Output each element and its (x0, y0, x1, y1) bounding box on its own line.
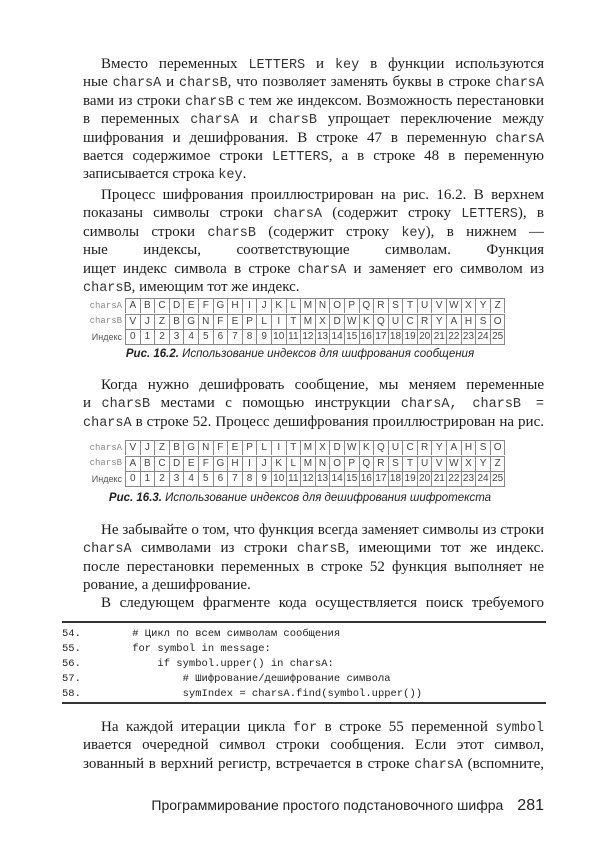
text-run: (вспомните, (467, 755, 544, 772)
table-cell: T (403, 456, 418, 471)
table-cell: I (243, 456, 258, 471)
table-cell: 3 (170, 329, 185, 345)
text-run: и заменяет его символом из (353, 260, 544, 277)
table-cell: W (345, 314, 360, 329)
table-cell: Z (155, 440, 170, 455)
table-cell: B (141, 298, 156, 313)
row-cells (125, 440, 505, 455)
text-run: , имеющим тот же индекс. (131, 278, 300, 295)
code-text: if symbol.upper() in charsA: (107, 658, 334, 670)
table-cell: K (360, 440, 375, 455)
table-row-index (83, 471, 515, 487)
text-run: ные индексы, соответствующие символам. Функция (83, 242, 544, 259)
text-run: Не забывайте о том, что функция всегда заменяет символы из строки (101, 522, 544, 538)
table-row-charsa (83, 440, 515, 456)
text-run: вами из строки (83, 92, 185, 109)
table-cell: 16 (360, 329, 375, 345)
table-cell: 7 (228, 471, 243, 487)
table-cell: R (418, 440, 433, 455)
table-cell: 10 (272, 471, 287, 487)
table-cell: L (287, 298, 302, 313)
table-cell: H (462, 314, 477, 329)
inline-code: charsA (495, 76, 544, 92)
table-cell: V (126, 314, 141, 329)
table-cell: A (447, 440, 462, 455)
text-run: , имеющими тот же индекс. (345, 540, 544, 557)
table-cell: 1 (141, 329, 156, 345)
text-run: В следующем фрагменте кода осуществляется поиск требуемого (101, 595, 544, 611)
table-cell: J (141, 314, 156, 329)
code-line (62, 687, 546, 702)
row-label: charsB (89, 458, 122, 469)
line-number: 54. (62, 628, 81, 640)
row-label: Индекс (91, 331, 122, 342)
line-number: 57. (62, 673, 81, 685)
text-line (83, 186, 544, 204)
table-cell: 5 (199, 471, 214, 487)
table-cell: 17 (374, 471, 389, 487)
inline-code: charsB (101, 397, 151, 413)
text-line (83, 278, 544, 296)
table-cell: 13 (316, 329, 331, 345)
table-row-charsb (83, 314, 515, 330)
table-cell: Z (491, 456, 506, 471)
code-listing (62, 621, 546, 704)
table-cell: Y (432, 314, 447, 329)
inline-code: key (401, 225, 426, 241)
text-run: и (305, 56, 335, 72)
text-line (83, 129, 544, 147)
table-cell: H (462, 440, 477, 455)
table-cell: 6 (214, 471, 229, 487)
table-cell: 1 (141, 471, 156, 487)
code-line (62, 657, 546, 672)
table-cell: 14 (330, 471, 345, 487)
table-cell: 15 (345, 471, 360, 487)
table-cell: R (418, 314, 433, 329)
table-cell: 2 (155, 471, 170, 487)
table-cell: U (389, 314, 404, 329)
table-cell: W (447, 456, 462, 471)
text-line (83, 539, 544, 557)
table-cell: F (214, 440, 229, 455)
caption-number: Рис. 16.2. (125, 348, 179, 360)
table-cell: S (389, 298, 404, 313)
table-cell: T (403, 298, 418, 313)
table-cell: N (199, 440, 214, 455)
table-cell: W (345, 440, 360, 455)
paragraph-variables (83, 55, 544, 184)
row-cells (125, 471, 505, 487)
row-label: charsA (89, 442, 122, 453)
table-cell: P (243, 314, 258, 329)
inline-code: symbol (495, 721, 544, 736)
table-cell: Q (374, 440, 389, 455)
table-cell: V (432, 456, 447, 471)
row-label: charsB (89, 316, 122, 327)
table-cell: M (301, 456, 316, 471)
caption-number: Рис. 16.3. (108, 492, 162, 504)
table-cell: S (476, 314, 491, 329)
table-cell: B (141, 456, 156, 471)
text-line (83, 241, 544, 259)
table-row-charsb (83, 456, 515, 472)
text-run: с тем же индексом. Возможность перестановки (238, 92, 544, 109)
table-cell: 8 (243, 471, 258, 487)
page-number: 281 (517, 797, 544, 814)
table-cell: 24 (476, 329, 491, 345)
paragraph-code-intro (83, 594, 544, 612)
text-run: в строке 55 переменной (317, 719, 496, 735)
text-line (83, 718, 544, 736)
table-cell: 23 (462, 471, 477, 487)
inline-code: charsB (268, 113, 317, 129)
table-cell: J (141, 440, 156, 455)
text-run: ищет индекс символа в строке (83, 260, 298, 277)
table-cell: C (155, 456, 170, 471)
text-line (83, 223, 544, 241)
table-cell: 16 (360, 471, 375, 487)
table-cell: N (199, 314, 214, 329)
table-cell: L (257, 440, 272, 455)
table-cell: S (476, 440, 491, 455)
table-cell: P (243, 440, 258, 455)
text-run: и (238, 111, 269, 128)
table-cell: G (184, 440, 199, 455)
text-line (83, 204, 544, 222)
table-cell: D (330, 440, 345, 455)
text-run: упрощает переключение между (327, 111, 544, 128)
table-cell: J (257, 298, 272, 313)
table-cell: 9 (257, 471, 272, 487)
table-cell: C (155, 298, 170, 313)
table-cell: E (228, 314, 243, 329)
table-cell: 21 (432, 329, 447, 345)
table-cell: W (447, 298, 462, 313)
table-cell: 0 (126, 471, 141, 487)
table-cell: 17 (374, 329, 389, 345)
table-cell: V (432, 298, 447, 313)
paragraph-swap-note (83, 521, 544, 595)
row-cells (125, 298, 505, 313)
table-cell: Q (360, 298, 375, 313)
text-run: после перестановки переменных в строке 52 функция выполняет не (83, 558, 544, 575)
table-cell: R (374, 298, 389, 313)
text-run: (содержит строку (255, 223, 402, 240)
table-cell: A (447, 314, 462, 329)
inline-code: charsA (112, 76, 162, 92)
figure-16-2-caption (0, 348, 600, 360)
table-cell: U (418, 456, 433, 471)
table-cell: 18 (389, 471, 404, 487)
text-run: ), в нижнем — (425, 223, 544, 240)
table-cell: Y (476, 456, 491, 471)
inline-code: charsB (296, 542, 346, 558)
table-cell: 10 (272, 329, 287, 345)
text-line (83, 521, 544, 539)
table-cell: K (272, 456, 287, 471)
table-cell: O (491, 314, 506, 329)
text-run: символами из строки (131, 540, 297, 557)
paragraph-loop-explanation (83, 718, 544, 773)
table-cell: 24 (476, 471, 491, 487)
text-run: записывается строка (83, 166, 219, 183)
table-cell: G (214, 298, 229, 313)
text-run: Процесс шифрования проиллюстрирован на рис. 16.2. В верхнем (101, 187, 544, 203)
table-cell: 2 (155, 329, 170, 345)
table-cell: D (170, 456, 185, 471)
text-run: На каждой итерации цикла (101, 719, 293, 735)
table-cell: I (272, 314, 287, 329)
table-cell: M (301, 298, 316, 313)
table-cell: 13 (316, 471, 331, 487)
text-run: и (83, 395, 102, 412)
table-cell: Z (491, 298, 506, 313)
table-cell: 15 (345, 329, 360, 345)
text-run: ), в (517, 205, 544, 222)
table-cell: D (170, 298, 185, 313)
table-cell: 9 (257, 329, 272, 345)
table-cell: T (287, 440, 302, 455)
code-line (62, 627, 546, 642)
inline-code: charsA, charsB = (400, 397, 544, 413)
text-run: , а в строке 48 в переменную (328, 147, 544, 164)
line-number: 56. (62, 658, 81, 670)
table-cell: 22 (447, 329, 462, 345)
caption-text: Использование индексов для дешифрования шифротекста (161, 492, 492, 504)
text-line (83, 394, 544, 412)
inline-code: key (334, 58, 360, 73)
table-cell: A (126, 456, 141, 471)
table-cell: 25 (491, 329, 506, 345)
table-cell: D (330, 314, 345, 329)
table-cell: X (316, 440, 331, 455)
table-cell: J (257, 456, 272, 471)
table-cell: 19 (403, 329, 418, 345)
table-cell: G (184, 314, 199, 329)
table-cell: Q (360, 456, 375, 471)
inline-code: charsA (83, 415, 132, 431)
table-cell: F (199, 456, 214, 471)
inline-code: charsA (495, 131, 544, 147)
table-cell: 12 (301, 471, 316, 487)
table-cell: O (330, 298, 345, 313)
inline-code: charsA (273, 207, 323, 223)
inline-code: LETTERS (271, 149, 329, 165)
row-cells (125, 329, 505, 345)
text-line (83, 73, 544, 91)
table-cell: F (214, 314, 229, 329)
table-cell: 11 (287, 329, 302, 345)
text-run: и (161, 74, 180, 91)
inline-code: charsB (184, 94, 234, 110)
text-run: . (242, 166, 247, 183)
table-cell: M (301, 440, 316, 455)
inline-code: charsA (83, 542, 132, 558)
table-cell: H (228, 456, 243, 471)
text-run: (содержит строку (322, 205, 462, 222)
table-cell: X (316, 314, 331, 329)
code-text: for symbol in message: (107, 643, 271, 655)
text-line (83, 594, 544, 612)
text-line (83, 55, 544, 73)
table-cell: 14 (330, 329, 345, 345)
table-cell: Y (476, 298, 491, 313)
table-cell: 23 (462, 329, 477, 345)
table-cell: 20 (418, 329, 433, 345)
figure-16-3-caption (0, 492, 600, 504)
table-cell: 8 (243, 329, 258, 345)
table-cell: 21 (432, 471, 447, 487)
row-label: Индекс (91, 473, 122, 484)
row-label: charsA (89, 300, 122, 311)
text-run: зованный в верхний регистр, встречается в строке (83, 755, 415, 772)
text-run: ные (83, 74, 113, 91)
table-cell: M (301, 314, 316, 329)
text-run: , что позволяет заменять буквы в строке (227, 74, 496, 91)
inline-code: charsA (190, 113, 239, 129)
table-cell: Z (155, 314, 170, 329)
text-line (83, 110, 544, 128)
text-run: показаны символы строки (83, 205, 274, 222)
inline-code: for (292, 721, 318, 736)
table-cell: I (243, 298, 258, 313)
table-cell: L (257, 314, 272, 329)
paragraph-decryption (83, 376, 544, 431)
table-cell: 0 (126, 329, 141, 345)
text-run: вается содержимое строки (83, 147, 272, 164)
inline-code: charsA (297, 262, 347, 278)
table-cell: H (228, 298, 243, 313)
table-cell: A (126, 298, 141, 313)
table-cell: C (403, 440, 418, 455)
table-cell: 19 (403, 471, 418, 487)
table-cell: X (462, 298, 477, 313)
text-line (83, 413, 544, 431)
inline-code: key (218, 168, 243, 184)
table-cell: 4 (184, 329, 199, 345)
running-title: Программирование простого подстановочного шифра (151, 797, 504, 813)
text-run: в строке 52. Процесс дешифрования проиллюстрирован на рис. (135, 413, 544, 430)
text-line (83, 558, 544, 576)
table-cell: U (418, 298, 433, 313)
table-cell: 7 (228, 329, 243, 345)
table-cell: 6 (214, 329, 229, 345)
row-cells (125, 456, 505, 471)
text-run: в переменных (83, 111, 191, 128)
table-cell: T (287, 314, 302, 329)
paragraph-encryption-process (83, 186, 544, 296)
inline-code: LETTERS (461, 207, 518, 223)
line-number: 58. (62, 688, 81, 700)
table-cell: E (228, 440, 243, 455)
table-cell: E (184, 298, 199, 313)
text-line (83, 165, 544, 183)
table-row-index (83, 329, 515, 345)
table-cell: F (199, 298, 214, 313)
text-line (83, 755, 544, 773)
table-cell: 11 (287, 471, 302, 487)
table-row-charsa (83, 298, 515, 314)
table-cell: U (389, 440, 404, 455)
page-footer (151, 797, 544, 815)
caption-text: Использование индексов для шифрования сообщения (178, 348, 475, 360)
table-cell: Y (432, 440, 447, 455)
table-cell: 22 (447, 471, 462, 487)
table-cell: O (491, 440, 506, 455)
code-line (62, 672, 546, 687)
table-cell: S (389, 456, 404, 471)
table-cell: N (316, 298, 331, 313)
code-line (62, 642, 546, 657)
text-line (83, 260, 544, 278)
table-cell: 4 (184, 471, 199, 487)
inline-code: charsB (179, 76, 228, 92)
table-cell: L (287, 456, 302, 471)
table-cell: 25 (491, 471, 506, 487)
table-cell: V (126, 440, 141, 455)
text-run: символы строки (83, 223, 208, 240)
table-cell: K (360, 314, 375, 329)
code-text: # Шифрование/дешифрование символа (107, 673, 391, 685)
table-cell: K (272, 298, 287, 313)
table-cell: O (330, 456, 345, 471)
text-run: ивается очередной символ строки сообщения. Если этот символ, (83, 737, 544, 754)
table-cell: B (170, 440, 185, 455)
inline-code: LETTERS (248, 58, 306, 73)
text-run: шифрования и дешифрования. В строке 47 в переменную (83, 129, 496, 146)
table-cell: P (345, 298, 360, 313)
text-run: рование, а дешифрование. (83, 577, 251, 594)
table-cell: 18 (389, 329, 404, 345)
line-number: 55. (62, 643, 81, 655)
table-cell: G (214, 456, 229, 471)
figure-16-2-table (83, 298, 515, 345)
table-cell: B (170, 314, 185, 329)
text-line (83, 576, 544, 594)
inline-code: charsB (207, 225, 256, 241)
table-cell: P (345, 456, 360, 471)
table-cell: 3 (170, 471, 185, 487)
text-line (83, 147, 544, 165)
table-cell: I (272, 440, 287, 455)
table-cell: 12 (301, 329, 316, 345)
code-text: # Цикл по всем символам сообщения (107, 628, 341, 640)
text-run: Вместо переменных (101, 56, 249, 72)
text-run: Когда нужно дешифровать сообщение, мы меняем переменные (101, 377, 544, 393)
text-line (83, 376, 544, 394)
inline-code: charsA (414, 757, 463, 773)
text-run: в функции используются (370, 56, 544, 72)
inline-code: charsB (83, 280, 132, 296)
figure-16-3-table (83, 440, 515, 487)
table-cell: 5 (199, 329, 214, 345)
table-cell: N (316, 456, 331, 471)
table-cell: Q (374, 314, 389, 329)
code-text: symIndex = charsA.find(symbol.upper()) (107, 688, 423, 700)
text-line (83, 736, 544, 754)
table-cell: R (374, 456, 389, 471)
table-cell: X (462, 456, 477, 471)
table-cell: E (184, 456, 199, 471)
text-line (83, 92, 544, 110)
row-cells (125, 314, 505, 329)
table-cell: C (403, 314, 418, 329)
table-cell: 20 (418, 471, 433, 487)
text-run: местами с помощью инструкции (150, 395, 401, 412)
